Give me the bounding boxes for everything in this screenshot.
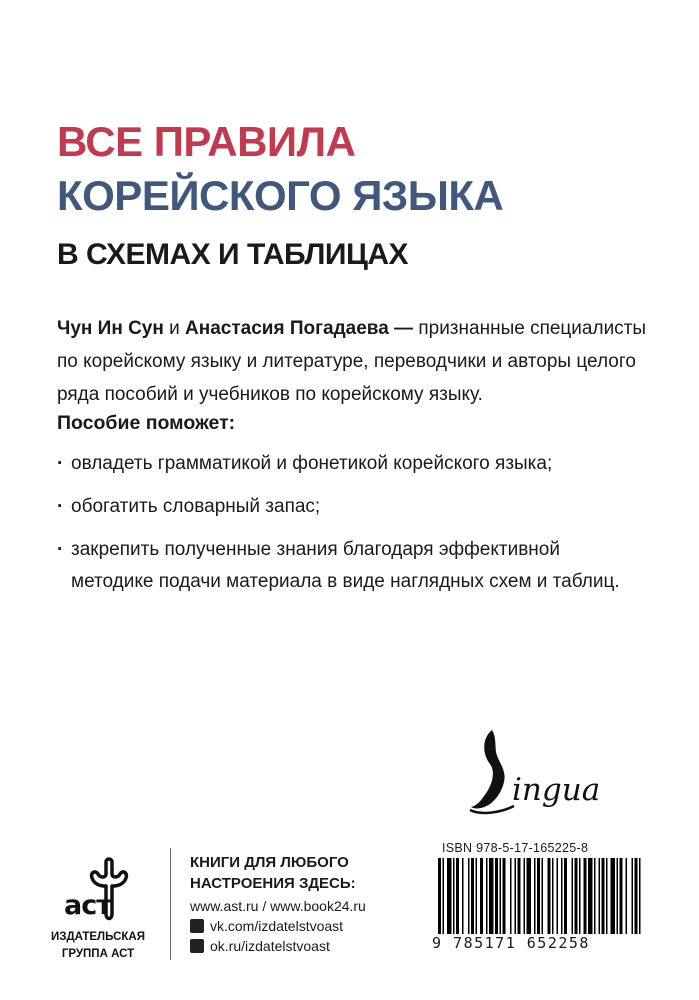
vk-icon <box>190 919 204 933</box>
barcode-bar <box>588 858 593 942</box>
benefit-item-3 <box>57 534 677 598</box>
author-1: Чун Ин Сун <box>57 318 164 339</box>
barcode-bar <box>527 858 532 942</box>
barcode-bar <box>510 858 512 942</box>
barcode-bar <box>503 858 506 942</box>
publisher-name-line-2: ГРУППА АСТ <box>61 948 135 960</box>
benefit-item-2 <box>57 491 677 523</box>
barcode-bar <box>602 858 605 942</box>
benefit-text: · овладеть грамматикой и фонетикой корейского языка; <box>71 453 553 474</box>
vk-link[interactable] <box>190 916 343 936</box>
ast-logo-text: аст <box>64 890 111 921</box>
divider <box>170 848 171 960</box>
benefits-heading: Пособие поможет: <box>57 412 236 434</box>
barcode-bar <box>443 858 445 942</box>
barcode-bar <box>471 858 474 942</box>
barcode-bar <box>599 858 601 942</box>
publisher-name <box>44 929 152 963</box>
barcode-bar <box>617 858 619 942</box>
barcode-bar <box>534 858 536 942</box>
barcode-bar <box>552 858 554 942</box>
barcode-bar <box>438 858 441 942</box>
barcode-digits: 9 785171 652258 <box>432 934 646 952</box>
barcode-bar <box>476 858 478 942</box>
barcode-bar <box>548 858 551 942</box>
barcode-bar <box>632 858 634 942</box>
barcode-bar <box>537 858 540 942</box>
lingua-logo <box>462 724 612 819</box>
barcode-bar <box>584 858 587 942</box>
book-title-line-2: КОРЕЙСКОГО ЯЗЫКА <box>57 172 504 219</box>
author-2: Анастасия Погадаева — <box>185 318 414 339</box>
barcode-bar <box>594 858 596 942</box>
odnoklassniki-icon <box>190 939 204 953</box>
barcode-bar <box>557 858 559 942</box>
barcode-bar <box>626 858 628 942</box>
barcode-bar <box>572 858 574 942</box>
barcode-bar <box>579 858 581 942</box>
barcode-bar <box>620 858 623 942</box>
publisher-name-line-1: ИЗДАТЕЛЬСКАЯ <box>50 931 146 943</box>
lingua-logo-text: ingua <box>512 772 601 808</box>
barcode-bar <box>447 858 452 942</box>
isbn-number: ISBN 978-5-17-165225-8 <box>442 841 589 855</box>
benefits-list <box>57 448 677 609</box>
barcode-bar <box>518 858 521 942</box>
barcode-bar <box>542 858 544 942</box>
slogan-line-2: НАСТРОЕНИЯ ЗДЕСЬ: <box>190 875 356 892</box>
barcode-bar <box>611 858 616 942</box>
barcode-bar <box>635 858 638 942</box>
ok-link-text[interactable]: ok.ru/izdatelstvoast <box>210 938 330 954</box>
barcode-bar <box>486 858 488 942</box>
barcode-bar <box>453 858 455 942</box>
slogan <box>190 852 356 894</box>
barcode-bar <box>561 858 563 942</box>
barcode-bar <box>462 858 464 942</box>
ok-link[interactable] <box>190 936 330 956</box>
authors-conjunction: и <box>163 318 186 339</box>
barcode-bar <box>495 858 498 942</box>
benefit-text-continued: методике подачи материала в виде наглядных схем и таблиц. <box>71 571 620 592</box>
barcode-bar <box>564 858 567 942</box>
benefit-item-1 <box>57 448 677 480</box>
authors-description <box>57 312 657 411</box>
slogan-line-1: КНИГИ ДЛЯ ЛЮБОГО <box>190 854 349 871</box>
barcode-bar <box>515 858 517 942</box>
barcode-bar <box>524 858 526 942</box>
barcode-bar <box>489 858 494 942</box>
barcode-bar <box>480 858 483 942</box>
barcode-bar <box>606 858 608 942</box>
benefit-text: · обогатить словарный запас; <box>71 496 321 517</box>
book-title-line-1: ВСЕ ПРАВИЛА <box>57 118 356 165</box>
ast-logo <box>60 856 140 926</box>
website-links-text[interactable]: www.ast.ru / www.book24.ru <box>190 898 366 914</box>
barcode-bar <box>456 858 459 942</box>
authors-description-text: признанные специалисты по корейскому языку и литературе, переводчики и авторы целого ряда пособий и учебников по корейскому языку. <box>57 318 647 405</box>
website-links[interactable] <box>190 896 366 916</box>
book-subtitle: В СХЕМАХ И ТАБЛИЦАХ <box>57 238 409 271</box>
barcode-bar <box>575 858 578 942</box>
vk-link-text[interactable]: vk.com/izdatelstvoast <box>210 918 344 934</box>
barcode-bar <box>468 858 470 942</box>
barcode-bar <box>500 858 502 942</box>
barcode-bar <box>639 858 641 942</box>
benefit-text: · закрепить полученные знания благодаря эффективной <box>71 539 560 560</box>
